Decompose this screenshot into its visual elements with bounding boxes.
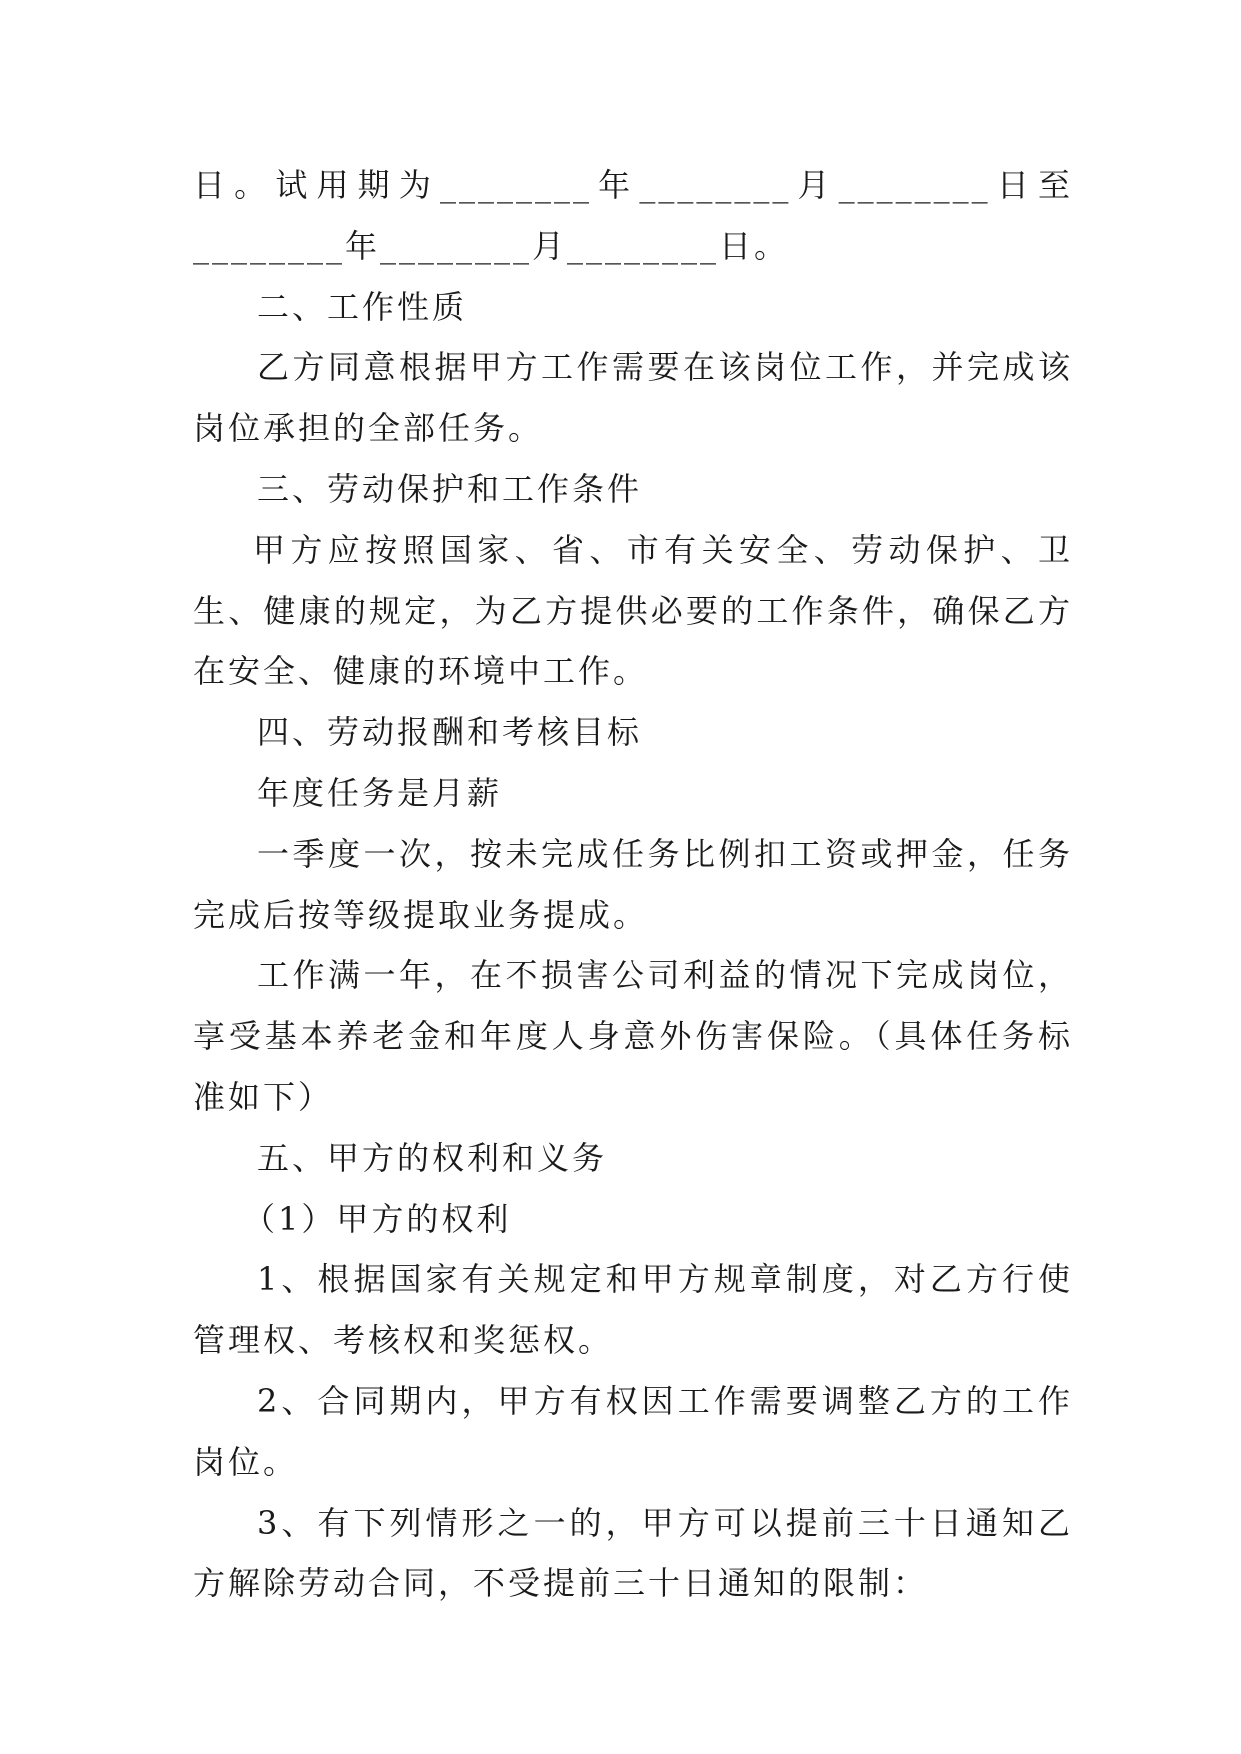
heading-work-nature: 二、工作性质 xyxy=(257,287,468,326)
list-item-right-2: 2、合同期内，甲方有权因工作需要调整乙方的工作岗位。 xyxy=(193,1381,1073,1481)
paragraph-annual-task: 年度任务是月薪 xyxy=(257,773,503,812)
paragraph-quarterly-review: 一季度一次，按未完成任务比例扣工资或押金，任务完成后按等级提取业务提成。 xyxy=(193,834,1073,934)
heading-labor-protection: 三、劳动保护和工作条件 xyxy=(257,469,643,508)
heading-party-a-rights-duties: 五、甲方的权利和义务 xyxy=(257,1138,608,1177)
list-item-right-1: 1、根据国家有关规定和甲方规章制度，对乙方行使管理权、考核权和奖惩权。 xyxy=(193,1260,1073,1360)
subheading-party-a-rights: （1）甲方的权利 xyxy=(243,1199,512,1238)
paragraph-probation-period: 日。试用期为________年________月________日至________年________月________日。 xyxy=(193,166,1073,265)
paragraph-work-nature: 乙方同意根据甲方工作需要在该岗位工作，并完成该岗位承担的全部任务。 xyxy=(193,348,1073,448)
document-body xyxy=(193,155,1073,1614)
heading-remuneration: 四、劳动报酬和考核目标 xyxy=(257,713,643,752)
paragraph-labor-protection: 甲方应按照国家、省、市有关安全、劳动保护、卫生、健康的规定，为乙方提供必要的工作条件，确保乙方在安全、健康的环境中工作。 xyxy=(193,530,1073,691)
paragraph-benefits: 工作满一年，在不损害公司利益的情况下完成岗位，享受基本养老金和年度人身意外伤害保险。（具体任务标准如下） xyxy=(193,956,1073,1116)
list-item-right-3: 3、有下列情形之一的，甲方可以提前三十日通知乙方解除劳动合同，不受提前三十日通知的限制： xyxy=(193,1503,1073,1603)
